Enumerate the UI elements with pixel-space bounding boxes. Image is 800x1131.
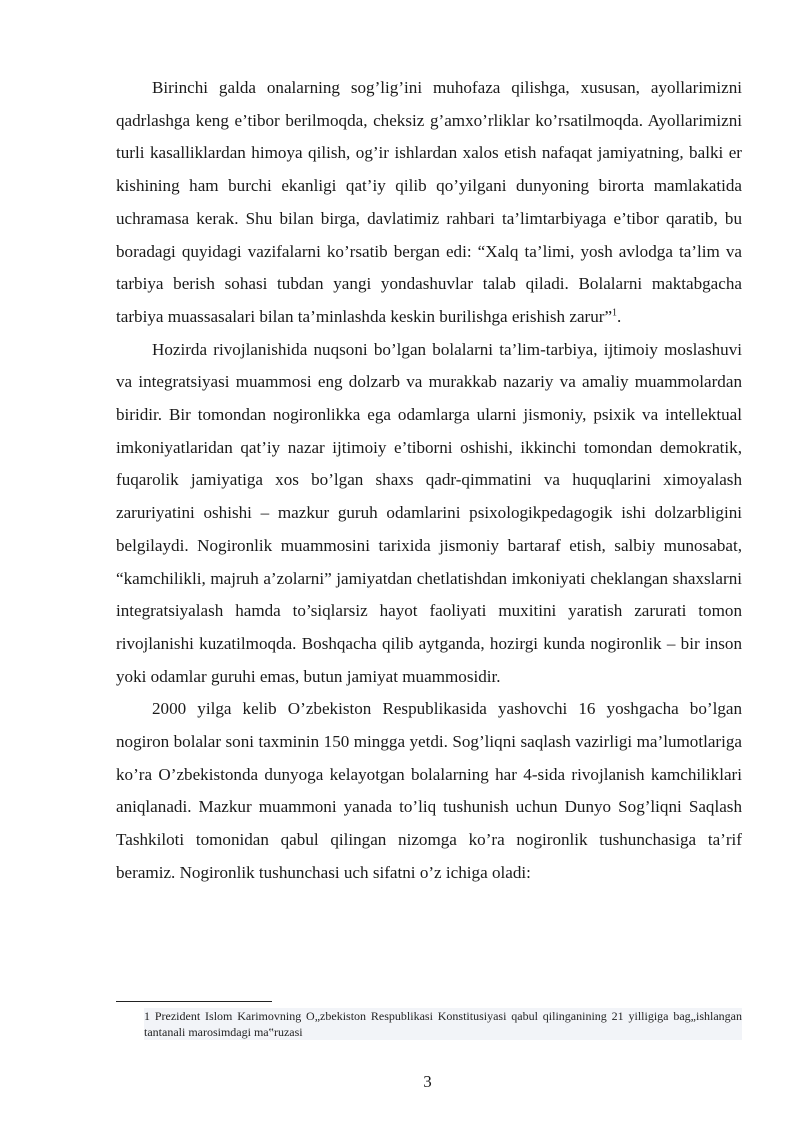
- footnote-separator: [116, 1001, 272, 1002]
- paragraph-statistics: 2000 yilga kelib O’zbekiston Respublikasida yashovchi 16 yoshgacha bo’lgan nogiron bolalar soni taxminin 150 mingga yetdi. Sog’liqni saqlash vazirligi ma’lumotlariga ko’ra O’zbekistonda dunyoga kelayotgan bolalarning har 4-sida rivojlanish kamchiliklari aniqlanadi. Mazkur muammoni yanada to’liq tushunish uchun Dunyo Sog’liqni Saqlash Tashkiloti tomonidan qabul qilingan nizomga ko’ra nogironlik tushunchasiga ta’rif beramiz. Nogironlik tushunchasi uch sifatni o’z ichiga oladi:: [116, 699, 742, 882]
- paragraph-text: Birinchi galda onalarning sog’lig’ini muhofaza qilishga, xususan, ayollarimizni qadrlashga keng e’tibor berilmoqda, cheksiz g’amxo’rliklar ko’rsatilmoqda. Ayollarimizni turli kasalliklardan himoya qilish, og’ir ishlardan xalos etish nafaqat jamiyatning, balki er kishining ham burchi ekanligi qat’iy qilib qo’yilgani dunyoning birorta mamlakatida uchramasa kerak. Shu bilan birga, davlatimiz rahbari ta’limtarbiyaga e’tibor qaratib, bu boradagi quyidagi vazifalarni ko’rsatib bergan edi: “Xalq ta’limi, yosh avlodga ta’lim va tarbiya berish sohasi tubdan yangi yondashuvlar talab qiladi. Bolalarni maktabgacha tarbiya muassasalari bilan ta’minlashda keskin burilishga erishish zarur”: [116, 78, 742, 326]
- page-number: 3: [423, 1072, 432, 1091]
- document-body: [116, 72, 742, 890]
- paragraph-disability-problem: Hozirda rivojlanishida nuqsoni bo’lgan bolalarni ta’lim-tarbiya, ijtimoiy moslashuvi va integratsiyasi muammosi eng dolzarb va murakkab nazariy va amaliy muammolardan biridir. Bir tomondan nogironlikka ega odamlarga ularni jismoniy, psixik va intellektual imkoniyatlaridan qat’iy nazar ijtimoiy e’tiborni oshishi, ikkinchi tomondan demokratik, fuqarolik jamiyatiga xos bo’lgan shaxs qadr-qimmatini va huquqlarini ximoyalash zaruriyatini oshishi – mazkur guruh odamlarini psixologikpedagogik ishi dolzarbligini belgilaydi. Nogironlik muammosini tarixida jismoniy bartaraf etish, salbiy munosabat, “kamchilikli, majruh a’zolarni” jamiyatdan chetlatishdan imkoniyati cheklangan shaxslarni integratsiyalash hamda to’siqlarsiz hayot faoliyati muxitini yaratish zarurati tomon rivojlanishi kuzatilmoqda. Boshqacha qilib aytganda, hozirgi kunda nogironlik – bir inson yoki odamlar guruhi emas, butun jamiyat muammosidir.: [116, 339, 742, 686]
- paragraph-period: .: [617, 306, 622, 326]
- paragraph-mothers-health: [116, 72, 742, 334]
- footnote-text: 1 Prezident Islom Karimovning O„zbekiston Respublikasi Konstitusiyasi qabul qilinganining 21 yilligiga bag„ishlangan tantanali marosimdagi ma‟ruzasi: [144, 1009, 742, 1039]
- footnote-reference[interactable]: 1: [612, 307, 618, 319]
